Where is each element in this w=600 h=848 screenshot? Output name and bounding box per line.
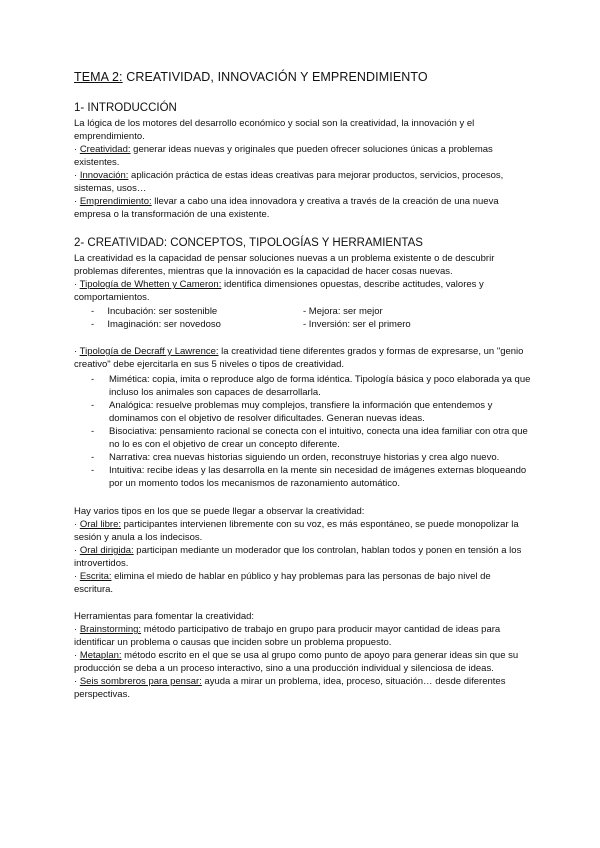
tool-brainstorming: · Brainstorming: método participativo de trabajo en grupo para producir mayor cantidad de ideas para identificar un problema o causas que inciden sobre un problema propuesto.: [74, 624, 501, 648]
tool-metaplan: · Metaplan: método escrito en el que se usa al grupo como punto de apoyo para generar ideas sin que su producción se deba a un proceso interactivo, sino a una producción individual y silenciosa de ideas.: [74, 650, 519, 674]
tipos-intro: Hay varios tipos en los que se puede llegar a observar la creatividad:: [74, 506, 365, 517]
tipo-oral-libre: · Oral libre: participantes intervienen libremente con su voz, es más espontáneo, se puede monopolizar la sesión y anula a los indecisos.: [74, 519, 519, 543]
herramientas-intro: Herramientas para fomentar la creatividad:: [74, 611, 255, 622]
list-item: - Bisociativa: pensamiento racional se conecta con el intuitivo, conecta una idea familiar con otra que no lo es con el objetivo de crear un concepto diferente.: [91, 426, 528, 450]
decraff-paragraph: · Tipología de Decraff y Lawrence: la creatividad tiene diferentes grados y formas de expresarse, un "genio creativo" debe ejercitarla en sus 5 niveles o tipos de creatividad.: [74, 346, 524, 370]
whetten-row: - Incubación: ser sostenible - Mejora: ser mejor: [91, 306, 383, 317]
whetten-row: - Imaginación: ser novedoso - Inversión: ser el primero: [91, 319, 411, 330]
title-prefix: TEMA 2:: [74, 70, 123, 84]
tool-seis-sombreros: · Seis sombreros para pensar: ayuda a mirar un problema, idea, proceso, situación… desde diferentes perspectivas.: [74, 676, 506, 700]
creatividad-definition: La creatividad es la capacidad de pensar soluciones nuevas a un problema existente o de descubrir problemas diferentes, mientras que la innovación es la capacidad de hacer cosas nuevas.: [74, 253, 495, 277]
definition-innovacion: · Innovación: aplicación práctica de estas ideas creativas para mejorar productos, servicios, procesos, sistemas, usos…: [74, 170, 504, 194]
definition-creatividad: · Creatividad: generar ideas nuevas y originales que pueden ofrecer soluciones únicas a problemas existentes.: [74, 144, 493, 168]
section-2-heading: 2- CREATIVIDAD: CONCEPTOS, TIPOLOGÍAS Y HERRAMIENTAS: [74, 237, 423, 249]
creativity-levels-list: [91, 373, 531, 490]
document-title: [74, 70, 428, 84]
section-2-intro: [74, 252, 526, 304]
whetten-paragraph: · Tipología de Whetten y Cameron: identifica dimensiones opuestas, describe actitudes, valores y comportamientos.: [74, 279, 484, 303]
list-item: - Narrativa: crea nuevas historias siguiendo un orden, reconstruye historias y crea algo nuevo.: [91, 452, 500, 463]
herramientas-section: [74, 610, 526, 701]
tipo-escrita: · Escrita: elimina el miedo de hablar en público y hay problemas para las personas de bajo nivel de escritura.: [74, 571, 491, 595]
definition-emprendimiento: · Emprendimiento: llevar a cabo una idea innovadora y creativa a través de la creación de una nueva empresa o la transformación de una existente.: [74, 196, 499, 220]
section-1-heading: 1- INTRODUCCIÓN: [74, 102, 177, 114]
intro-paragraph: La lógica de los motores del desarrollo económico y social son la creatividad, la innovación y el emprendimiento.: [74, 118, 475, 142]
list-item: - Analógica: resuelve problemas muy complejos, transfiere la información que entendemos y dominamos con el objetivo de resolver dificultades. Generan nuevas ideas.: [91, 400, 493, 424]
section-1-body: [74, 117, 526, 221]
tipo-oral-dirigida: · Oral dirigida: participan mediante un moderador que los controlan, hablan todos y ponen en tensión a los introvertidos.: [74, 545, 522, 569]
title-text: CREATIVIDAD, INNOVACIÓN Y EMPRENDIMIENTO: [122, 70, 428, 84]
list-item: - Intuitiva: recibe ideas y las desarrolla en la mente sin necesidad de imágenes externas bloqueando por un momento todos los mecanismos de razonamiento automático.: [91, 465, 527, 489]
tipos-section: [74, 505, 526, 596]
list-item: - Mimética: copia, imita o reproduce algo de forma idéntica. Tipología básica y poco elaborada ya que incluso los animales son capaces de desarrollarla.: [91, 374, 531, 398]
whetten-dimensions: [91, 305, 531, 331]
